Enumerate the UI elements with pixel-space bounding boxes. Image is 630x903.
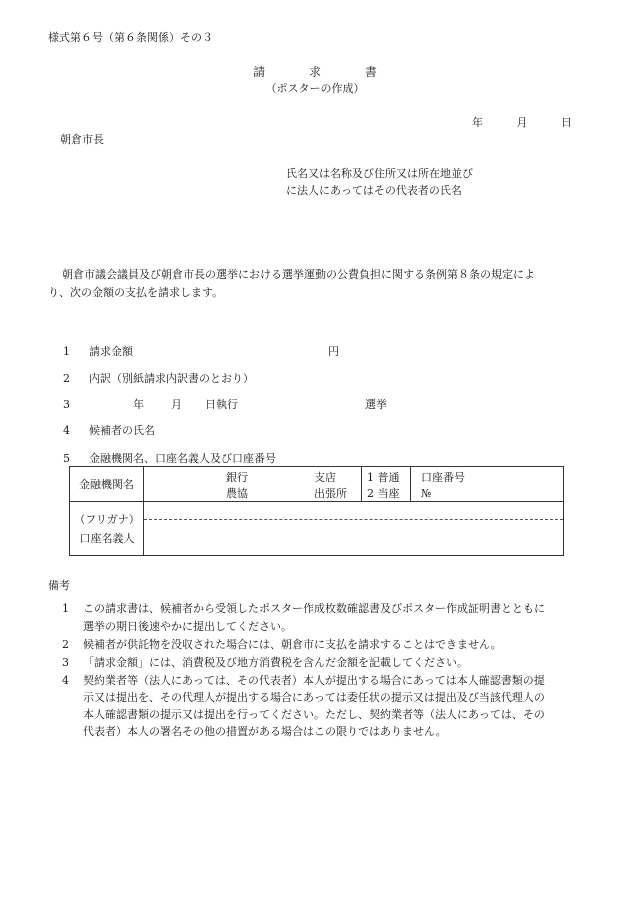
account-type-savings: 1 普通 [367,471,400,484]
item-number: 2 [63,372,70,385]
item-breakdown [63,372,254,385]
item-bank-info [63,452,276,465]
item-number: 1 [63,345,70,358]
date-month: 月 [516,116,528,129]
item-label: 金融機関名、口座名義人及び口座番号 [89,452,276,465]
note-2 [62,638,502,651]
agri-coop-label: 農協 [226,487,248,500]
date-day: 日 [561,116,572,129]
account-number-cell[interactable] [411,467,564,502]
note-1 [62,602,545,615]
election-year: 年 [133,398,144,411]
addressee: 朝倉市長 [60,133,104,146]
document-subtitle: （ポスターの作成） [265,82,365,95]
form-number: 様式第６号（第６条関係）その３ [48,31,213,44]
note-text: 「請求金額」には、消費税及び地方消費税を含んだ金額を記載してください。 [83,656,468,669]
item-candidate-name [63,424,155,437]
bank-label: 銀行 [226,471,248,484]
title-char: 書 [364,65,377,79]
account-holder-cell[interactable] [144,502,564,556]
date-line [472,116,572,129]
date-year: 年 [472,116,483,129]
holder-label-cell [70,502,144,556]
item-label: 請求金額 [89,345,133,358]
yen-unit: 円 [328,345,339,358]
body-text-line1: 朝倉市議会議員及び朝倉市長の選挙における選挙運動の公費負担に関する条例第８条の規定によ [62,268,535,281]
applicant-label-line1: 氏名又は名称及び住所又は所在地並び [286,167,473,180]
note-text: 候補者が供託物を没収された場合には、朝倉市に支払を請求することはできません。 [83,638,502,651]
account-holder-label: 口座名義人 [79,532,135,545]
account-type-cell[interactable] [362,467,411,502]
account-type-checking: 2 当座 [367,487,400,500]
item-number: 4 [63,424,70,437]
title-char: 求 [308,65,321,79]
note-4-continued: 示又は提出を、その代理人が提出する場合にあっては委任状の提示又は提出及び当該代理人の [83,691,545,704]
body-text-line2: り、次の金額の支払を請求します。 [48,286,224,299]
applicant-label-line2: に法人にあってはその代表者の氏名 [286,184,462,197]
furigana-divider [144,519,563,520]
note-text: 契約業者等（法人にあっては、その代表者）本人が提出する場合にあっては本人確認書類の提 [83,674,545,687]
note-number: 2 [62,638,69,651]
document-title [0,65,630,79]
note-3 [62,656,468,669]
item-number: 5 [63,452,70,465]
notes-heading: 備考 [48,579,70,592]
election-label: 選挙 [365,398,387,411]
account-number-label: 口座番号 [421,471,465,484]
item-number: 3 [63,398,70,411]
furigana-label: （フリガナ） [74,513,140,526]
note-number: 1 [62,602,69,615]
note-4 [62,674,545,687]
note-text: この請求書は、候補者から受領したポスター作成枚数確認書及びポスター作成証明書とともに [83,602,545,615]
bank-account-table [69,466,564,556]
item-claim-amount [63,345,133,358]
branch-office-label: 出張所 [314,487,347,500]
title-char: 請 [253,65,266,79]
election-day: 日執行 [205,398,238,411]
item-label: 候補者の氏名 [89,424,155,437]
item-label: 内訳（別紙請求内訳書のとおり） [89,372,254,385]
note-4-continued: 代表者）本人の署名その他の措置がある場合はこの限りではありません。 [83,725,447,738]
election-month: 月 [171,398,182,411]
note-4-continued: 本人確認書類の提示又は提出を行ってください。ただし、契約業者等（法人にあっては、その [83,708,545,721]
institution-name-cell[interactable] [144,467,362,502]
institution-label: 金融機関名 [79,478,134,491]
branch-label: 支店 [314,471,336,484]
institution-label-cell [70,467,144,502]
number-sign: № [421,487,432,500]
item-election-date [63,398,89,411]
note-1-continued: 選挙の期日後速やかに提出してください。 [83,620,292,633]
note-number: 4 [62,674,69,687]
note-number: 3 [62,656,69,669]
